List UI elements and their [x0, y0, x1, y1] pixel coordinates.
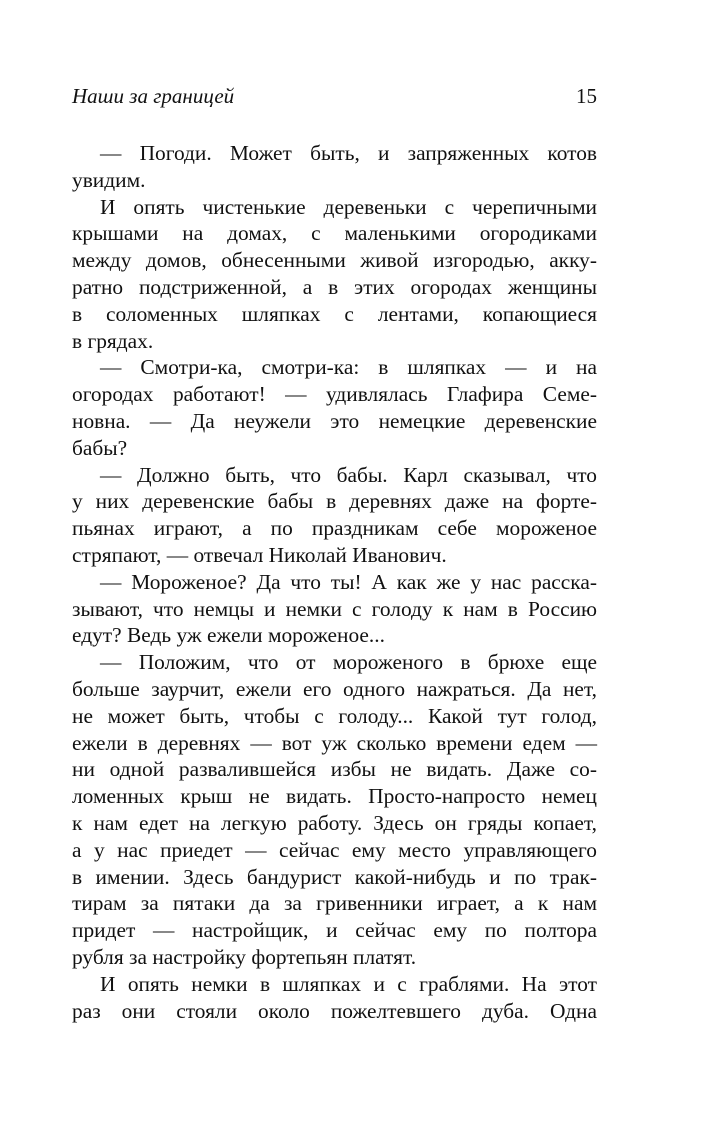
page-number: 15	[576, 84, 597, 108]
text-line: у них деревенские бабы в деревнях даже на форте-	[72, 489, 597, 514]
body-text	[72, 140, 597, 1024]
text-line: в имении. Здесь бандурист какой-нибудь и по трак-	[72, 864, 597, 889]
text-line: в грядах.	[72, 328, 154, 353]
text-line: не может быть, чтобы с голоду... Какой тут голод,	[72, 703, 597, 728]
book-page	[72, 82, 597, 1024]
text-line: ежели в деревнях — вот уж сколько времени едем —	[72, 730, 597, 755]
running-head	[72, 82, 597, 110]
text-line: — Смотри-ка, смотри-ка: в шляпках — и на	[100, 355, 597, 380]
text-line: новна. — Да неужели это немецкие деревенские	[72, 408, 597, 433]
text-line: тирам за пятаки да за гривенники играет, а к нам	[72, 891, 597, 916]
text-line: увидим.	[72, 167, 146, 192]
running-title: Наши за границей	[72, 84, 235, 108]
text-line: к нам едет на легкую работу. Здесь он гряды копает,	[72, 810, 597, 835]
text-line: бабы?	[72, 435, 128, 460]
text-line: — Положим, что от мороженого в брюхе еще	[100, 650, 597, 675]
text-line: ни одной развалившейся избы не видать. Даже со-	[72, 757, 597, 782]
text-line: стряпают, — отвечал Николай Иванович.	[72, 542, 447, 567]
text-line: ратно подстриженной, а в этих огородах женщины	[72, 274, 597, 299]
text-line: едут? Ведь уж ежели мороженое...	[72, 623, 385, 648]
text-line: раз они стояли около пожелтевшего дуба. Одна	[72, 998, 597, 1023]
text-line: зывают, что немцы и немки с голоду к нам в Россию	[72, 596, 597, 621]
text-line: И опять немки в шляпках и с граблями. На этот	[100, 971, 597, 996]
text-line: придет — настройщик, и сейчас ему по полтора	[72, 918, 597, 943]
text-line: крышами на домах, с маленькими огородиками	[72, 221, 597, 246]
text-line: ломенных крыш не видать. Просто-напросто немец	[72, 784, 597, 809]
text-line: пьянах играют, а по праздникам себе мороженое	[72, 516, 597, 541]
text-line: рубля за настройку фортепьян платят.	[72, 944, 417, 969]
text-line: И опять чистенькие деревеньки с черепичными	[100, 194, 597, 219]
text-line: — Погоди. Может быть, и запряженных котов	[100, 141, 597, 165]
text-line: а у нас приедет — сейчас ему место управляющего	[72, 837, 597, 862]
text-line: — Должно быть, что бабы. Карл сказывал, что	[100, 462, 597, 487]
text-line: между домов, обнесенными живой изгородью, акку-	[72, 248, 597, 273]
text-line: в соломенных шляпках с лентами, копающиеся	[72, 301, 597, 326]
text-line: больше заурчит, ежели его одного нажраться. Да нет,	[72, 676, 597, 701]
text-line: — Мороженое? Да что ты! А как же у нас расска-	[100, 569, 597, 594]
text-line: огородах работают! — удивлялась Глафира Семе-	[72, 382, 597, 407]
